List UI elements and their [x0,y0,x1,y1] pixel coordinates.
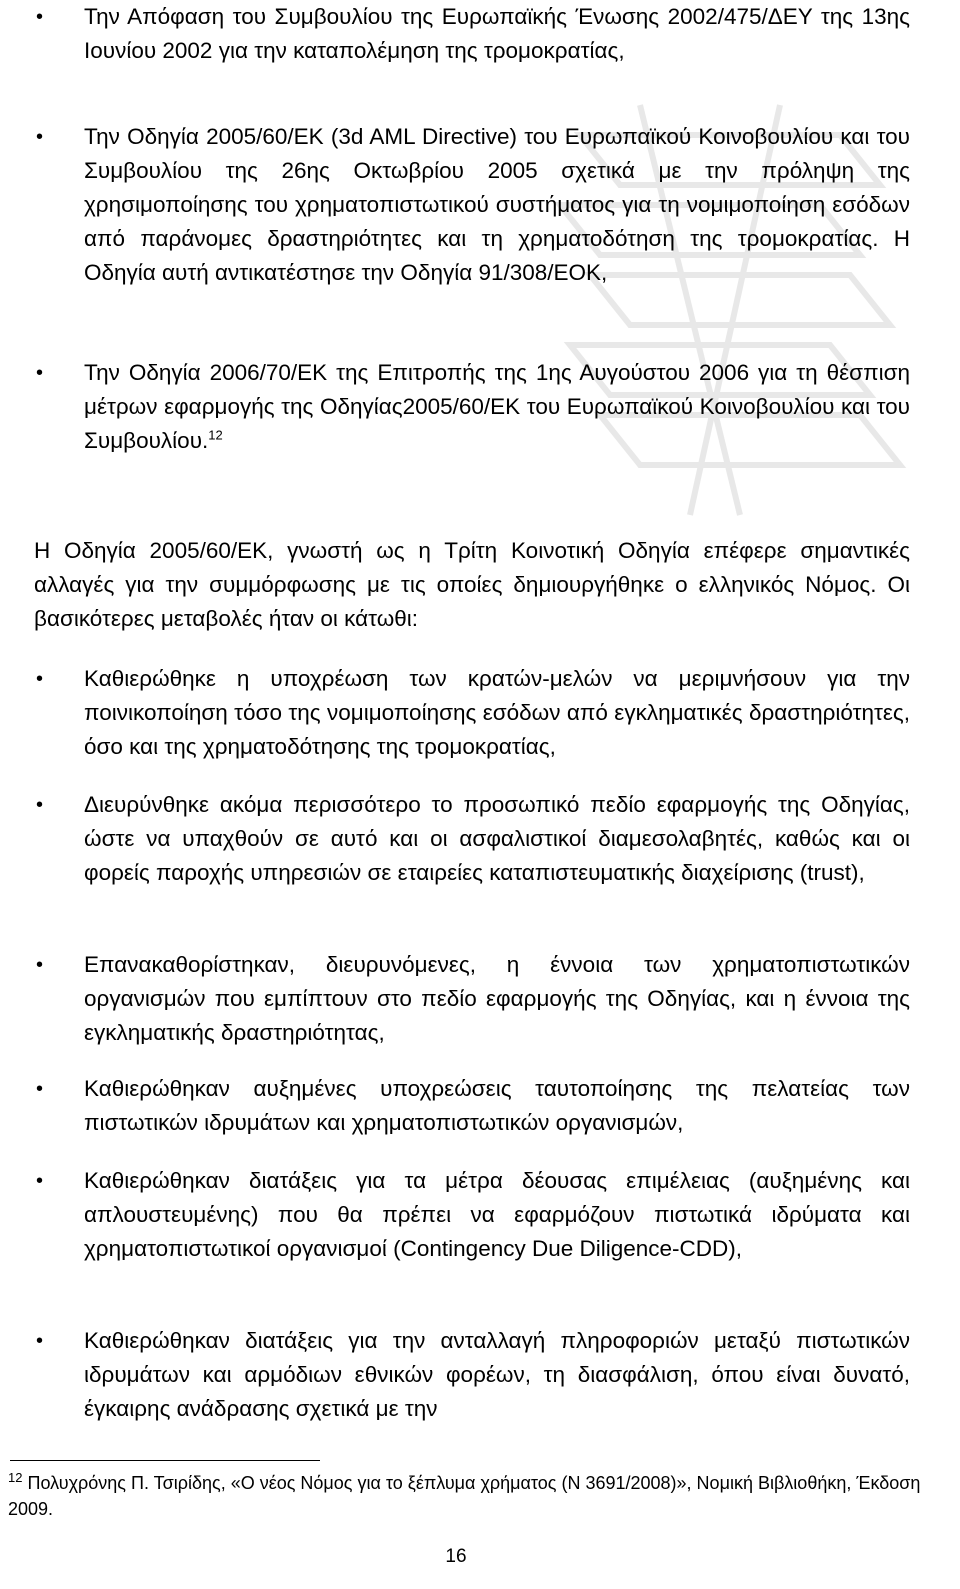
list-item [36,1324,910,1426]
footnote-text: Πολυχρόνης Π. Τσιρίδης, «Ο νέος Νόμος για το ξέπλυμα χρήματος (Ν 3691/2008)», Νομική Βιβλιοθήκη, Έκδοση 2009. [8,1473,921,1519]
footnote-reference[interactable]: 12 [208,427,223,443]
list-item-text: Την Οδηγία 2005/60/ΕΚ (3d AML Directive) του Ευρωπαϊκού Κοινοβουλίου και του Συμβουλίου της 26ης Οκτωβρίου 2005 σχετικά με την πρόληψη της χρησιμοποίησης του χρηματοπιστωτικού συστήματος για τη νομιμοποίηση εσόδων από παράνομες δραστηριότητες και τη χρηματοδότηση της τρομοκρατίας. Η Οδηγία αυτή αντικατέστησε την Οδηγία 91/308/ΕΟΚ, [84,124,910,285]
list-item [36,948,910,1050]
list-item [36,0,910,68]
list-item [36,662,910,764]
footnote-number: 12 [8,1470,23,1485]
bullet-icon: • [36,954,44,976]
bullet-icon: • [36,1330,44,1352]
list-item-text: Διευρύνθηκε ακόμα περισσότερο το προσωπικό πεδίο εφαρμογής της Οδηγίας, ώστε να υπαχθούν σε αυτό και οι ασφαλιστικοί διαμεσολαβητές, καθώς και οι φορείς παροχής υπηρεσιών σε εταιρείες καταπιστευματικής διαχείρισης (trust), [84,792,910,885]
list-item-text: Καθιερώθηκε η υποχρέωση των κρατών-μελών να μεριμνήσουν για την ποινικοποίηση τόσο της νομιμοποίησης εσόδων από εγκληματικές δραστηριότητες, όσο και της χρηματοδότησης της τρομοκρατίας, [84,666,910,759]
list-item [36,120,910,290]
list-item [36,788,910,890]
footnote-separator [10,1460,320,1461]
list-item-text: Καθιερώθηκαν διατάξεις για τα μέτρα δέουσας επιμέλειας (αυξημένης και απλουστευμένης) που θα πρέπει να εφαρμόζουν πιστωτικά ιδρύματα και χρηματοπιστωτικοί οργανισμοί (Contingency Due Diligence-CDD), [84,1168,910,1261]
list-item-text: Καθιερώθηκαν διατάξεις για την ανταλλαγή πληροφοριών μεταξύ πιστωτικών ιδρυμάτων και αρμόδιων εθνικών φορέων, τη διασφάλιση, όπου είναι δυνατό, έγκαιρης ανάδρασης σχετικά με την [84,1328,910,1421]
list-item-text: Την Απόφαση του Συμβουλίου της Ευρωπαϊκής Ένωσης 2002/475/ΔΕΥ της 13ης Ιουνίου 2002 για την καταπολέμηση της τρομοκρατίας, [84,4,910,63]
bullet-icon: • [36,794,44,816]
bullet-icon: • [36,668,44,690]
bullet-icon: • [36,6,44,28]
bullet-icon: • [36,1170,44,1192]
list-item [36,1164,910,1266]
list-item [36,1072,910,1140]
bullet-icon: • [36,1078,44,1100]
intro-paragraph: Η Οδηγία 2005/60/ΕΚ, γνωστή ως η Τρίτη Κοινοτική Οδηγία επέφερε σημαντικές αλλαγές για την συμμόρφωσης με τις οποίες δημιουργήθηκε ο ελληνικός Νόμος. Οι βασικότερες μεταβολές ήταν οι κάτωθι: [34,538,910,631]
list-item-text: Επανακαθορίστηκαν, διευρυνόμενες, η έννοια των χρηματοπιστωτικών οργανισμών που εμπίπτουν στο πεδίο εφαρμογής της Οδηγίας, και η έννοια της εγκληματικής δραστηριότητας, [84,952,910,1045]
footnote [8,1470,928,1522]
list-item [36,356,910,458]
page-number: 16 [445,1546,467,1567]
list-item-text: Την Οδηγία 2006/70/ΕΚ της Επιτροπής της 1ης Αυγούστου 2006 για τη θέσπιση μέτρων εφαρμογής της Οδηγίας2005/60/ΕΚ του Ευρωπαϊκού Κοινοβουλίου και του Συμβουλίου. [84,360,910,453]
list-item-text: Καθιερώθηκαν αυξημένες υποχρεώσεις ταυτοποίησης της πελατείας των πιστωτικών ιδρυμάτων και χρηματοπιστωτικών οργανισμών, [84,1076,910,1135]
bullet-icon: • [36,126,44,148]
bullet-icon: • [36,362,44,384]
